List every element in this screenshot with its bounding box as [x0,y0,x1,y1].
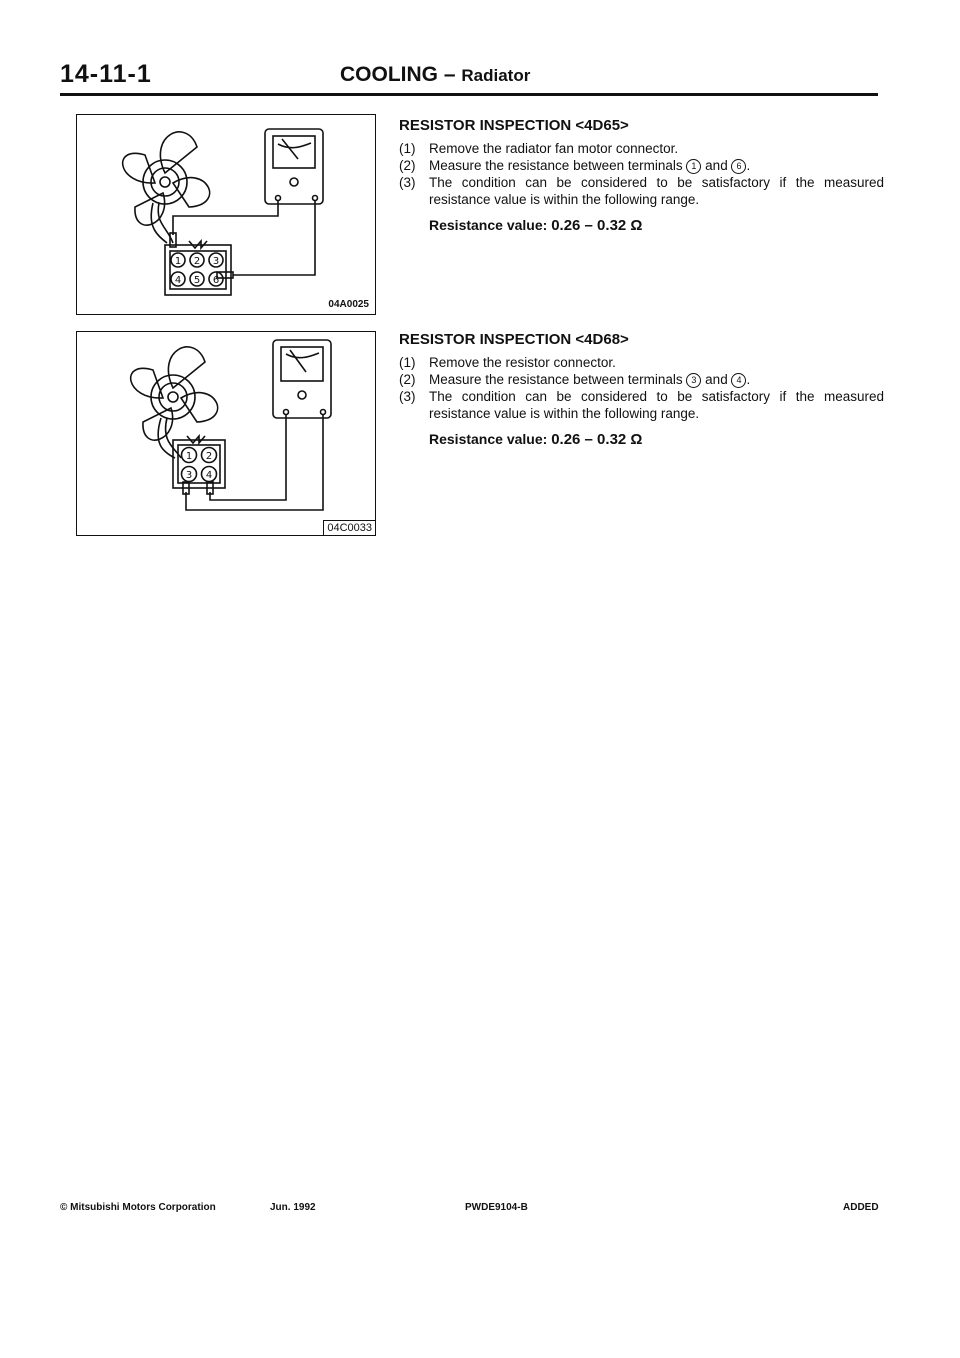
terminal-number: 1 [686,159,701,174]
fan-blade [160,132,197,173]
ohmmeter-display [273,136,315,168]
step-item [399,371,884,388]
step-number: (2) [399,158,416,173]
terminal-number: 6 [731,159,746,174]
pin-label: 2 [205,451,213,462]
footer-status: ADDED [843,1202,879,1213]
step-text [429,371,884,388]
footer-copyright: © Mitsubishi Motors Corporation [60,1202,216,1213]
section-heading: RESISTOR INSPECTION <4D68> [399,331,629,348]
step-text-part: Measure the resistance between terminals [429,372,683,387]
footer-doc-code: PWDE9104-B [465,1202,528,1213]
step-item [399,174,884,208]
step-item [399,140,884,157]
step-text-part: Measure the resistance between terminals [429,158,683,173]
spec-label: Resistance value: [429,431,548,447]
step-text: Remove the radiator fan motor connector. [429,141,679,156]
fan-motor [143,160,187,204]
step-text: The condition can be considered to be satisfactory if the measured resistance value is within the following range. [429,175,884,207]
footer-date: Jun. 1992 [270,1202,316,1213]
section-resistor-4d68 [399,331,884,448]
step-number: (1) [399,355,416,370]
page-title-subtitle: Radiator [461,66,531,85]
section-resistor-4d65 [399,117,884,234]
step-number: (3) [399,175,416,190]
pin-label: 1 [185,451,193,462]
fan-blade [168,347,205,388]
step-text-part: . [746,158,751,173]
step-text-part: and [705,372,728,387]
fan-blade [123,153,155,183]
step-text-part: . [746,372,751,387]
step-number: (3) [399,389,416,404]
step-item [399,157,884,174]
header-rule [60,93,878,96]
spec-value: 0.26 – 0.32 Ω [551,217,643,234]
fan-ohmmeter-diagram-2 [77,332,375,535]
fan-blade [131,368,163,398]
pin-label: 3 [185,470,193,481]
step-number: (1) [399,141,416,156]
pin-label: 5 [193,275,201,286]
pin-label: 6 [212,275,220,286]
page-title-main: COOLING – [340,63,456,86]
terminal-number: 4 [731,373,746,388]
figure-code: 04C0033 [323,520,375,535]
pin-label: 1 [174,256,182,267]
step-text-part: and [705,158,728,173]
step-text: Remove the resistor connector. [429,355,616,370]
page-number: 14-11-1 [60,60,152,88]
page-title [340,63,530,87]
pin-label: 2 [193,256,201,267]
spec-value: 0.26 – 0.32 Ω [551,431,643,448]
pin-label: 4 [174,275,182,286]
section-heading: RESISTOR INSPECTION <4D65> [399,117,629,134]
resistance-spec [399,217,884,234]
fan-motor [151,375,195,419]
step-text [429,157,884,174]
pin-label: 4 [205,470,213,481]
terminal-number: 3 [686,373,701,388]
step-number: (2) [399,372,416,387]
figure-4d68 [76,331,376,536]
resistance-spec [399,431,884,448]
connector-4pin [173,440,225,488]
step-text: The condition can be considered to be satisfactory if the measured resistance value is within the following range. [429,389,884,421]
figure-code: 04A0025 [328,299,369,310]
step-item [399,388,884,422]
spec-label: Resistance value: [429,217,548,233]
fan-ohmmeter-diagram-1 [77,115,375,314]
figure-4d65 [76,114,376,315]
pin-label: 3 [212,256,220,267]
step-item [399,354,884,371]
